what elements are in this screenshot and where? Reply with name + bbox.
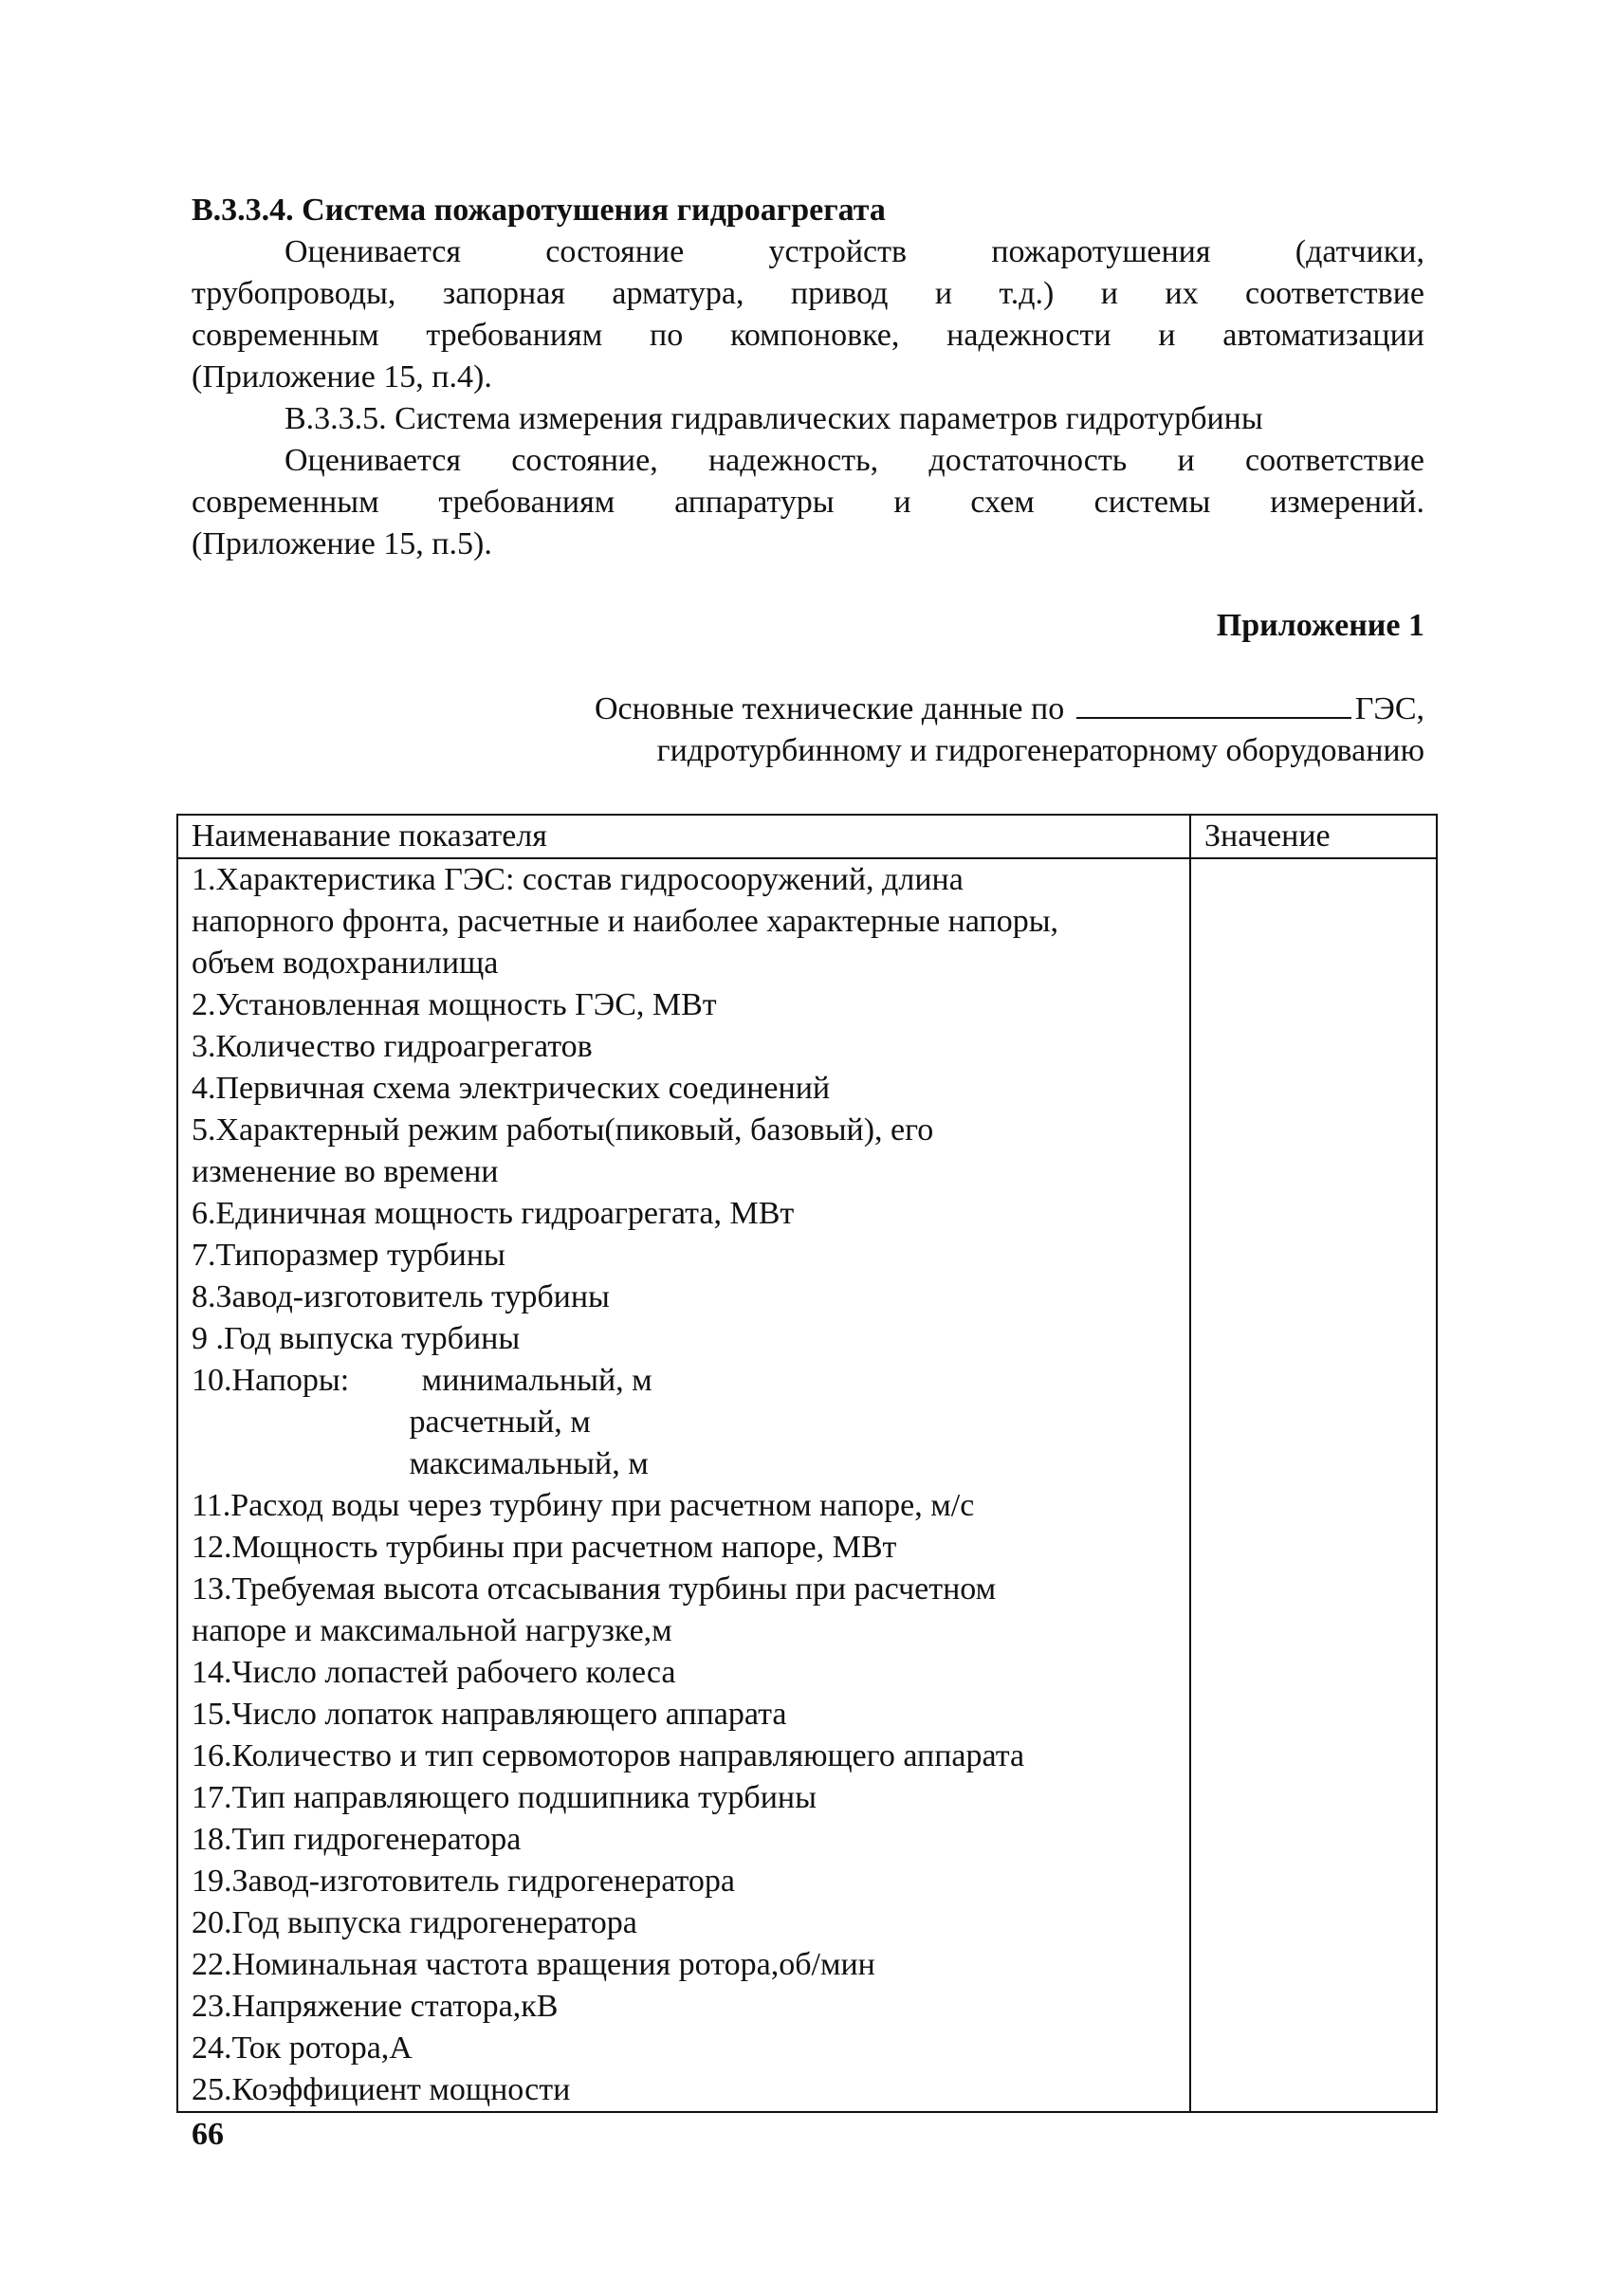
table-row: изменение во времени	[192, 1154, 499, 1189]
paragraph-line: Оценивается состояние устройств пожаротушения (датчики,	[285, 234, 1424, 269]
table-title	[512, 689, 1424, 772]
paragraph-line: современным требованиям по компоновке, надежности и автоматизации	[192, 318, 1424, 353]
section-heading: В.3.3.4. Система пожаротушения гидроагрегата	[192, 193, 886, 228]
paragraph-line: трубопроводы, запорная арматура, привод и т.д.) и их соответствие	[192, 276, 1424, 311]
table-row: 14.Число лопастей рабочего колеса	[192, 1655, 676, 1690]
table-row: 17.Тип направляющего подшипника турбины	[192, 1780, 817, 1815]
page-number: 66	[192, 2117, 224, 2152]
table-row: напоре и максимальной нагрузке,м	[192, 1613, 672, 1648]
table-title-line-2: гидротурбинному и гидрогенераторному оборудованию	[656, 733, 1424, 768]
table-row: 11.Расход воды через турбину при расчетном напоре, м/с	[192, 1488, 975, 1523]
table-title-line-1	[512, 689, 1424, 730]
table-row: объем водохранилища	[192, 946, 499, 981]
table-row: 16.Количество и тип сервомоторов направляющего аппарата	[192, 1738, 1025, 1773]
table-header-row	[177, 815, 1437, 858]
table-row: 6.Единичная мощность гидроагрегата, МВт	[192, 1196, 795, 1231]
table-row: 20.Год выпуска гидрогенератора	[192, 1905, 637, 1940]
table-row: максимальный, м	[192, 1446, 649, 1481]
paragraph-line: (Приложение 15, п.4).	[192, 359, 492, 395]
paragraph-line: (Приложение 15, п.5).	[192, 526, 492, 561]
table-row: 8.Завод-изготовитель турбины	[192, 1279, 610, 1314]
table-row: 22.Номинальная частота вращения ротора,об/мин	[192, 1947, 875, 1982]
indicator-list-cell	[177, 858, 1190, 2112]
table-row: расчетный, м	[192, 1405, 591, 1440]
table-row: 3.Количество гидроагрегатов	[192, 1029, 593, 1064]
table-row: 9 .Год выпуска турбины	[192, 1321, 521, 1356]
header-indicator-name: Наименавание показателя	[177, 815, 1190, 858]
section-heading-2: В.3.3.5. Система измерения гидравлических параметров гидротурбины	[285, 401, 1263, 436]
table-row: напорного фронта, расчетные и наиболее характерные напоры,	[192, 904, 1059, 939]
paragraph-fire-system	[192, 231, 1424, 398]
table-body-row	[177, 858, 1437, 2112]
technical-data-table	[176, 814, 1438, 2113]
paragraph-line: современным требованиям аппаратуры и схем системы измерений.	[192, 485, 1424, 520]
table-row: 10.Напоры: минимальный, м	[192, 1363, 652, 1398]
table-row: 13.Требуемая высота отсасывания турбины при расчетном	[192, 1571, 997, 1607]
paragraph-line: Оценивается состояние, надежность, достаточность и соответствие	[285, 443, 1424, 478]
table-row: 4.Первичная схема электрических соединений	[192, 1071, 831, 1106]
table-row: 18.Тип гидрогенератора	[192, 1822, 522, 1857]
table-row: 25.Коэффициент мощности	[192, 2072, 571, 2107]
value-cell-empty	[1190, 858, 1437, 2112]
blank-fill-line	[1076, 689, 1351, 719]
appendix-label: Приложение 1	[1216, 608, 1424, 643]
paragraph-measurement-system	[192, 440, 1424, 565]
table-title-prefix: Основные технические данные по	[594, 691, 1065, 726]
header-value: Значение	[1190, 815, 1437, 858]
table-row: 5.Характерный режим работы(пиковый, базовый), его	[192, 1112, 934, 1148]
table-row: 23.Напряжение статора,кВ	[192, 1989, 559, 2024]
table-row: 15.Число лопаток направляющего аппарата	[192, 1697, 787, 1732]
table-row: 12.Мощность турбины при расчетном напоре, МВт	[192, 1530, 897, 1565]
table-row: 19.Завод-изготовитель гидрогенератора	[192, 1864, 735, 1899]
table-row: 1.Характеристика ГЭС: состав гидросооружений, длина	[192, 862, 964, 897]
table-row: 7.Типоразмер турбины	[192, 1238, 505, 1273]
table-title-suffix: ГЭС,	[1354, 691, 1424, 726]
table-row: 24.Ток ротора,А	[192, 2030, 413, 2066]
table-row: 2.Установленная мощность ГЭС, МВт	[192, 987, 717, 1022]
